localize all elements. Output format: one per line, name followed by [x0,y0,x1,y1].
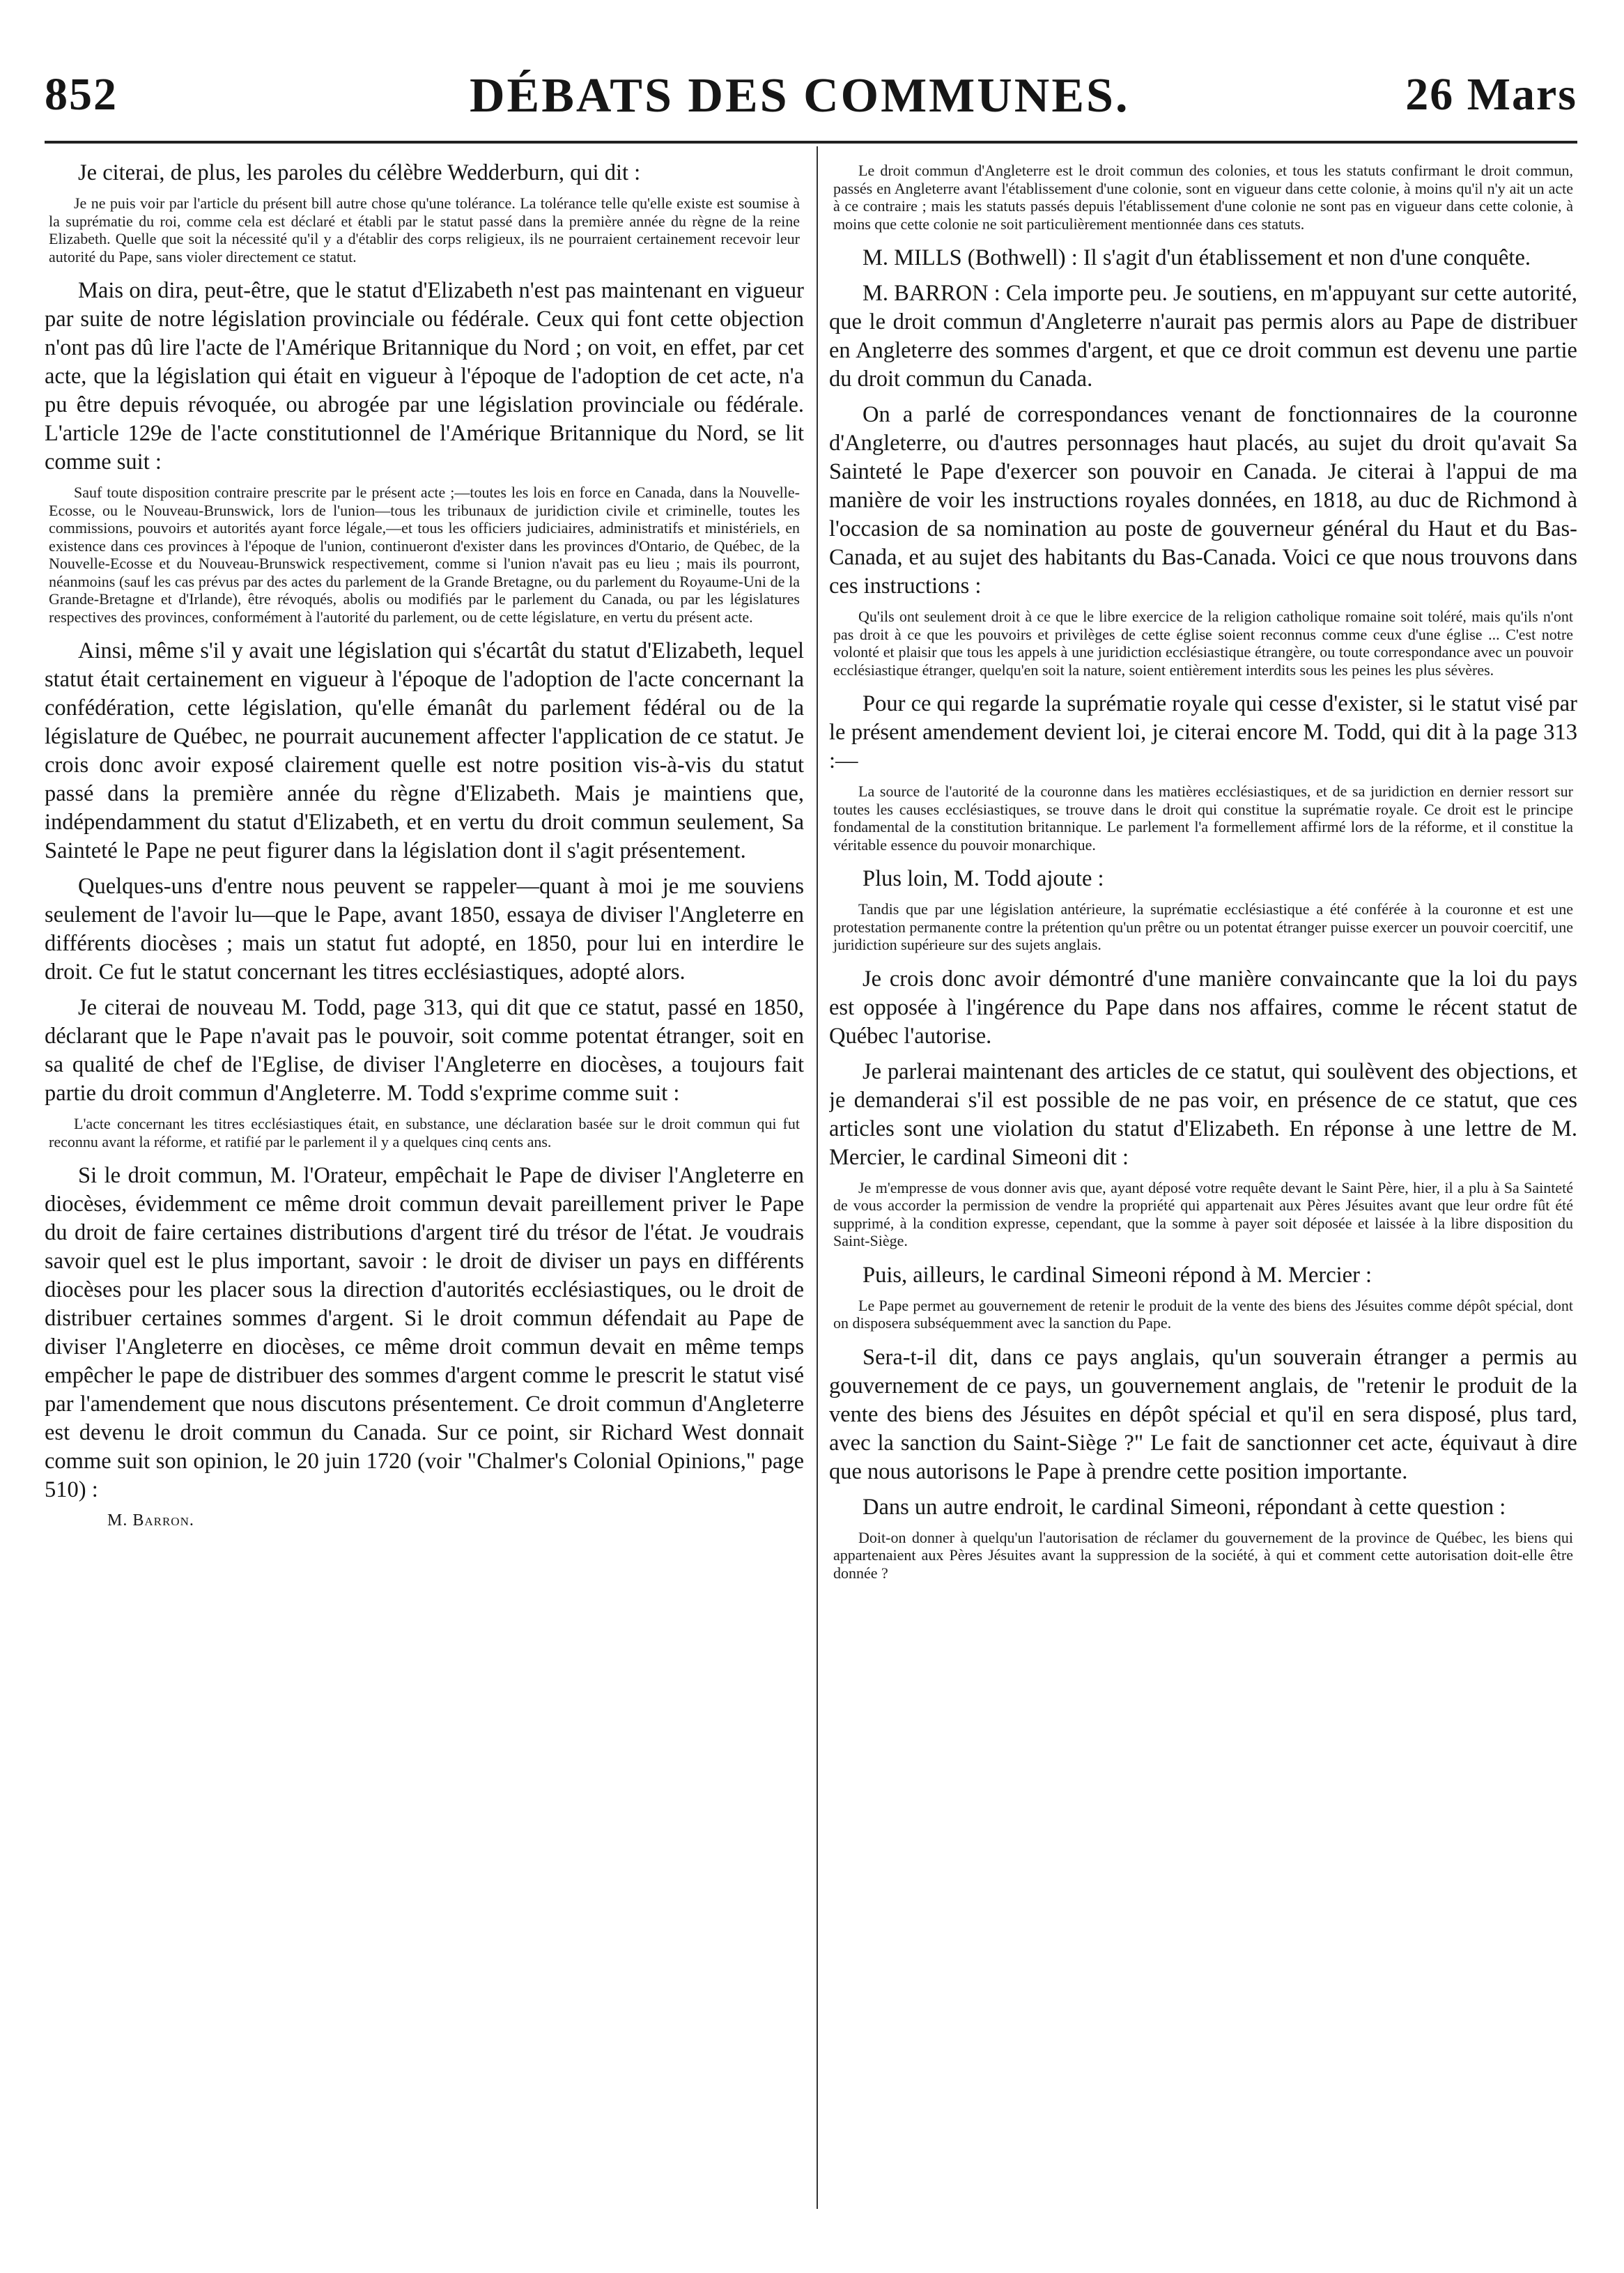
paragraph: M. BARRON : Cela importe peu. Je soutiens, en m'appuyant sur cette autorité, que le droit commun d'Angleterre n'aurait pas permis alors au Pape de distribuer en Angleterre des sommes d'argent, et que ce droit commun est devenu une partie du droit commun du Canada. [829,281,1577,392]
header-rule [45,141,1577,144]
paragraph: Dans un autre endroit, le cardinal Simeoni, répondant à cette question : [863,1494,1506,1520]
paragraph: Plus loin, M. Todd ajoute : [863,866,1104,891]
paragraph: Sera-t-il dit, dans ce pays anglais, qu'un souverain étranger a permis au gouvernement de ce pays, un gouvernement anglais, de "retenir le produit de la vente des biens des Jésuites en dépôt spécial et qu'il en sera disposé, plus tard, avec la sanction du Saint-Siège ?" Le fait de sanctionner cet acte, équivaut à dire que nous autorisons le Pape à prendre cette position importante. [829,1344,1577,1484]
paragraph: Je citerai, de plus, les paroles du célèbre Wedderburn, qui dit : [78,160,641,185]
quotation-paragraph: Doit-on donner à quelqu'un l'autorisation de réclamer du gouvernement de la province de Québec, les biens qui appartenaient aux Pères Jésuites avant la suppression de la société, à qui et comment cette autorisation doit-elle être donnée ? [833,1528,1573,1582]
quotation-paragraph: Tandis que par une législation antérieure, la suprématie ecclésiastique a été conférée à la couronne et est une protestation permanente contre la prétention qu'un prêtre ou un potentat étranger puisse exercer un pouvoir coercitif, une juridiction supérieure sur des sujets anglais. [833,900,1573,953]
paragraph: M. MILLS (Bothwell) : Il s'agit d'un établissement et non d'une conquête. [863,245,1531,270]
paragraph: Mais on dira, peut-être, que le statut d'Elizabeth n'est pas maintenant en vigueur par suite de notre législation provinciale ou fédérale. Ceux qui font cette objection n'ont pas dû lire l'acte de l'Amérique Britannique du Nord ; on voit, en effet, par cet acte, que la législation qui était en vigueur à l'époque de l'adoption de cet acte, n'a pu être depuis révoquée, ou abrogée par une législation provinciale ou fédérale. L'article 129e de l'acte constitutionnel de l'Amérique Britannique du Nord, se lit comme suit : [45,278,804,475]
paragraph: Je crois donc avoir démontré d'une manière convaincante que la loi du pays est opposée à l'ingérence du Pape dans nos affaires, comme le récent statut de Québec l'autorise. [829,966,1577,1049]
paragraph: Quelques-uns d'entre nous peuvent se rappeler—quant à moi je me souviens seulement de l'avoir lu—que le Pape, avant 1850, essaya de diviser l'Angleterre en différents diocèses ; mais un statut fut adopté, en 1850, pour lui en interdire le droit. Ce fut le statut concernant les titres ecclésiastiques, adopté alors. [45,874,804,985]
quotation-paragraph: Je ne puis voir par l'article du présent bill autre chose qu'une tolérance. La tolérance telle qu'elle existe est soumise à la suprématie du roi, comme cela est déclaré et établi par le statut passé dans la première année du règne de la reine Elizabeth. Quelle que soit la nécessité qu'il y a d'établir des corps religieux, ils ne pourraient certainement recevoir leur autorité du Pape, sans violer directement ce statut. [49,194,800,265]
paragraph: Puis, ailleurs, le cardinal Simeoni répond à M. Mercier : [863,1262,1372,1288]
page-title: DÉBATS DES COMMUNES. [470,69,1130,123]
quotation-paragraph: Le Pape permet au gouvernement de retenir le produit de la vente des biens des Jésuites comme dépôt spécial, dont on disposera subséquemment avec la sanction du Pape. [833,1296,1573,1332]
quotation-paragraph: Le droit commun d'Angleterre est le droit commun des colonies, et tous les statuts confirmant le droit commun, passés en Angleterre avant l'établissement d'une colonie, sont en vigueur dans cette colonie, à moins qu'il n'y ait un acte à ce contraire ; mais les statuts passés depuis l'établissement d'une colonie ne sont pas en vigueur dans cette colonie, à moins que cette colonie ne soit particulièrement mentionnée dans ces statuts. [833,162,1573,233]
column-divider [817,146,818,2209]
right-column [829,159,1577,2207]
page-number: 852 [45,69,118,120]
page-header [45,68,1577,138]
paragraph: Si le droit commun, M. l'Orateur, empêchait le Pape de diviser l'Angleterre en diocèses, évidemment ce même droit commun devait pareillement priver le Pape du droit de faire certaines distributions d'argent tiré du trésor de l'état. Je voudrais savoir quel est le plus important, savoir : le droit de diviser un pays en différents diocèses pour les placer sous la direction d'autorités ecclésiastiques, ou le droit de distribuer certaines sommes d'argent. Si le droit commun défendait au Pape de diviser l'Angleterre en diocèses, ce même droit commun devait en même temps empêcher le pape de distribuer des sommes d'argent comme le prescrit le statut visé par l'amendement que nous discutons présentement. Ce droit commun d'Angleterre est devenu le droit commun du Canada. Sur ce point, sir Richard West donnait comme suit son opinion, le 20 juin 1720 (voir "Chalmer's Colonial Opinions," page 510) : [45,1163,804,1502]
quotation-paragraph: La source de l'autorité de la couronne dans les matières ecclésiastiques, et de sa juridiction en dernier ressort sur toutes les causes ecclésiastiques, se trouve dans le droit qui constitue la suprématie royale. Ce droit est le principe fondamental de la constitution britannique. Le parlement l'a formellement affirmé lors de la réforme, et il constitue la véritable essence du pouvoir monarchique. [833,783,1573,854]
paragraph: Je parlerai maintenant des articles de ce statut, qui soulèvent des objections, et je demanderai s'il est possible de ne pas voir, en présence de ce statut, que ces articles sont une violation du statut d'Elizabeth. En réponse à une lettre de M. Mercier, le cardinal Simeoni dit : [829,1058,1577,1170]
quotation-paragraph: Qu'ils ont seulement droit à ce que le libre exercice de la religion catholique romaine soit toléré, mais qu'ils n'ont pas droit à ce que les pouvoirs et privilèges de cette église soient reconnus comme ceux d'une église ... C'est notre volonté et plaisir que tous les appels à une juridiction ecclésiastique étrangère, ou toute correspondance avec un pouvoir ecclésiastique étranger, quelqu'en soit la nature, soient entièrement interdits sous les peines les plus sévères. [833,608,1573,679]
speaker-signature: M. Barron. [107,1511,194,1530]
paragraph: Je citerai de nouveau M. Todd, page 313, qui dit que ce statut, passé en 1850, déclarant que le Pape n'avait pas le pouvoir, soit comme potentat étranger, soit en sa qualité de chef de l'Eglise, de diviser l'Angleterre en diocèses, a toujours fait partie du droit commun d'Angleterre. M. Todd s'exprime comme suit : [45,995,804,1106]
quotation-paragraph: Sauf toute disposition contraire prescrite par le présent acte ;—toutes les lois en force en Canada, dans la Nouvelle-Ecosse, ou le Nouveau-Brunswick, lors de l'union—tous les tribunaux de juridiction civile et criminelle, toutes les commissions, pouvoirs et autorités ayant force légale,—et tous les officiers judiciaires, administratifs et ministériels, en existence dans ces provinces à l'époque de l'union, continueront d'exister dans les provinces d'Ontario, de Québec, de la Nouvelle-Ecosse et du Nouveau-Brunswick respectivement, comme si l'union n'avait pas eu lieu ; mais ils pourront, néanmoins (sauf les cas prévus par des actes du parlement de la Grande Bretagne, ou du parlement du Royaume-Uni de la Grande-Bretagne et d'Irlande), être révoqués, abolis ou modifiés par le parlement du Canada, ou par les législatures respectives des provinces, conformément à l'autorité du parlement, ou de cette législature, en vertu du présent acte. [49,484,800,626]
paragraph: Ainsi, même s'il y avait une législation qui s'écartât du statut d'Elizabeth, lequel statut était certainement en vigueur à l'époque de l'adoption de l'acte concernant la confédération, cette législation, qu'elle émanât du parlement fédéral ou de la législature de Québec, ne pourrait aucunement affecter l'application de ce statut. Je crois donc avoir exposé clairement quelle est notre position vis-à-vis du statut passé dans la première année du règne d'Elizabeth. Mais je maintiens que, indépendamment du statut d'Elizabeth, et en vertu du droit commun seulement, Sa Sainteté le Pape ne peut figurer dans la législation dont il s'agit présentement. [45,638,804,863]
page-date: 26 Mars [1405,69,1577,120]
quotation-paragraph: L'acte concernant les titres ecclésiastiques était, en substance, une déclaration basée sur le droit commun qui fut reconnu avant la réforme, et ratifié par le parlement il y a quelques cinq cents ans. [49,1115,800,1150]
left-column [45,159,804,2207]
quotation-paragraph: Je m'empresse de vous donner avis que, ayant déposé votre requête devant le Saint Père, hier, il a plu à Sa Sainteté de vous accorder la permission de vendre la propriété qui appartenait aux Pères Jésuites avant que leur ordre fût été supprimé, à la condition expresse, cependant, que la somme à payer soit déposée et laissée à la libre disposition du Saint-Siège. [833,1178,1573,1249]
paragraph: On a parlé de correspondances venant de fonctionnaires de la couronne d'Angleterre, ou d'autres personnages haut placés, au sujet du droit qu'avait Sa Sainteté le Pape d'exercer son pouvoir en Canada. Je citerai à l'appui de ma manière de voir les instructions royales données, en 1818, au duc de Richmond à l'occasion de sa nomination au poste de gouverneur général du Haut et du Bas-Canada, et au sujet des habitants du Bas-Canada. Voici ce que nous trouvons dans ces instructions : [829,402,1577,599]
paragraph: Pour ce qui regarde la suprématie royale qui cesse d'exister, si le statut visé par le présent amendement devient loi, je citerai encore M. Todd, qui dit à la page 313 :— [829,691,1577,773]
